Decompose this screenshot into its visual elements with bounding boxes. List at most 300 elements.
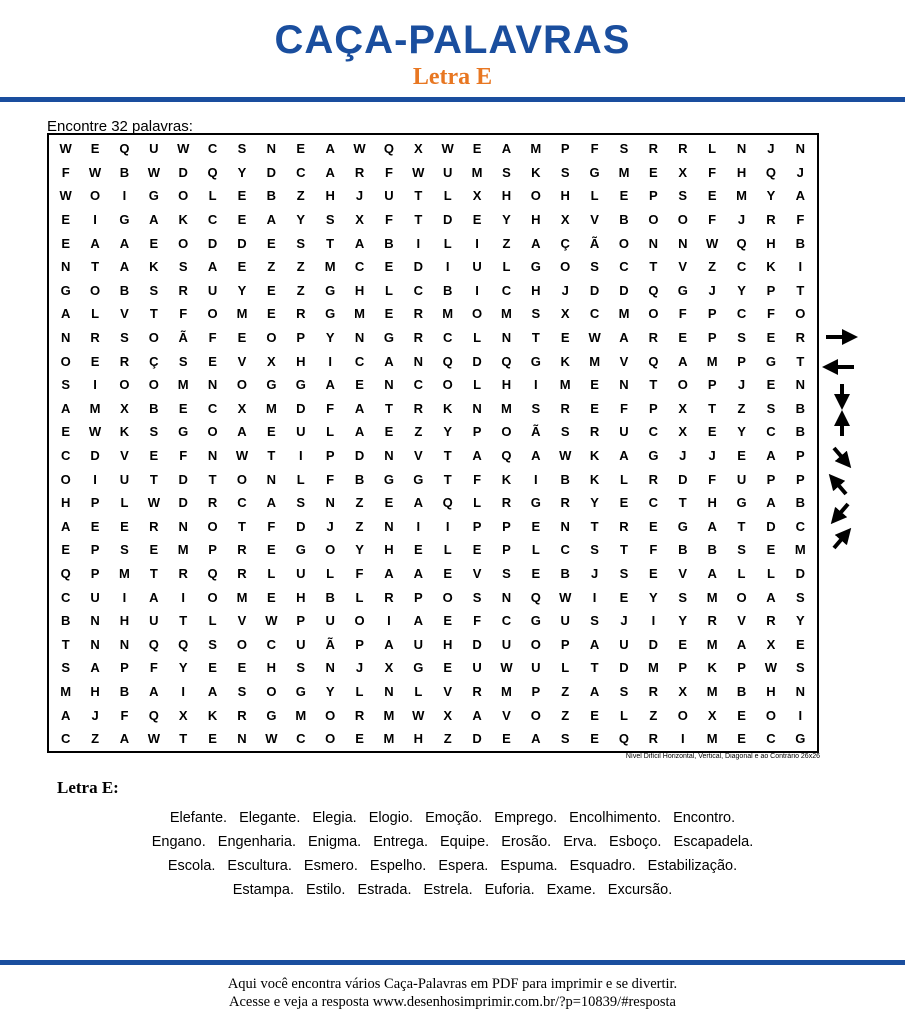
grid-cell: B [560,565,570,581]
grid-cell: I [93,377,97,393]
grid-cell: E [678,636,688,652]
grid-cell: C [354,353,365,369]
grid-cell: X [178,707,188,723]
grid-cell: X [120,400,129,416]
grid-cell: W [88,424,102,440]
grid-cell: J [561,282,569,298]
grid-cell: Z [561,707,570,723]
grid-cell: H [766,683,776,699]
grid-cell: N [560,518,570,534]
grid-cell: F [384,164,393,180]
grid-cell: J [620,613,628,629]
grid-cell: C [354,259,365,275]
grid-cell: D [296,518,306,534]
grid-cell: O [795,306,806,322]
grid-cell: M [618,164,630,180]
grid-cell: F [590,141,599,157]
grid-cell: N [795,377,805,393]
grid-cell: S [737,330,746,346]
grid-cell: O [148,377,159,393]
word-bank-item: Emoção. [425,810,483,826]
page-title: CAÇA-PALAVRAS [274,18,631,62]
grid-cell: N [619,377,629,393]
word-bank-item: Espelho. [369,858,427,874]
grid-cell: A [736,636,747,652]
grid-cell: X [267,353,276,369]
grid-cell: O [60,353,71,369]
grid-cell: G [413,660,424,676]
grid-cell: W [59,188,72,204]
grid-cell: O [90,188,101,204]
grid-cell: W [353,141,366,157]
grid-cell: X [678,164,688,180]
grid-cell: C [736,306,747,322]
grid-cell: V [443,683,453,699]
grid-cell: F [708,164,717,180]
grid-cell: O [442,377,453,393]
grid-cell: E [149,235,159,251]
grid-cell: A [766,448,776,464]
word-bank-item: Enigma. [307,834,362,850]
grid-cell: M [265,400,277,416]
grid-cell: T [531,330,540,346]
grid-cell: L [267,565,276,581]
grid-cell: E [355,731,364,747]
grid-cell: E [237,660,247,676]
grid-cell: E [384,306,394,322]
grid-cell: S [178,353,188,369]
grid-cell: P [707,377,717,393]
grid-cell: F [766,306,775,322]
grid-cell: P [502,542,511,558]
grid-cell: P [413,589,423,605]
grid-cell: X [707,707,717,723]
grid-cell: G [648,448,659,464]
grid-cell: U [296,636,306,652]
grid-cell: S [531,400,541,416]
grid-cell: K [119,424,130,440]
word-search-grid [47,133,819,753]
grid-cell: Q [60,565,71,581]
grid-cell: L [443,542,452,558]
grid-cell: N [207,377,218,393]
grid-cell: C [266,636,277,652]
grid-cell: U [90,589,100,605]
grid-cell: I [328,353,332,369]
grid-cell: Y [178,660,188,676]
grid-cell: D [619,660,629,676]
grid-cell: E [384,495,394,511]
grid-cell: Ã [178,330,188,346]
word-bank-item: Equipe. [440,834,490,850]
grid-cell: M [706,731,718,747]
grid-cell: Ç [149,353,159,369]
grid-cell: Q [618,731,630,747]
grid-cell: R [648,683,659,699]
grid-cell: Z [649,707,658,723]
grid-cell: F [326,400,335,416]
grid-cell: F [620,400,628,416]
grid-cell: W [559,589,572,605]
grid-cell: E [443,660,453,676]
word-bank-item: Engano. [151,834,206,850]
grid-cell: A [795,188,805,204]
grid-cell: T [267,448,276,464]
grid-cell: U [560,613,570,629]
grid-cell: H [266,660,277,676]
grid-cell: A [707,518,717,534]
grid-cell: E [237,259,247,275]
grid-cell: S [149,424,159,440]
grid-cell: B [619,212,629,228]
grid-cell: H [90,683,100,699]
grid-cell: M [177,377,189,393]
grid-cell: I [122,589,127,605]
grid-cell: M [736,188,747,204]
grid-cell: T [179,613,188,629]
grid-cell: S [678,589,688,605]
grid-cell: G [295,377,306,393]
grid-cell: S [472,589,482,605]
word-bank [50,806,855,902]
grid-cell: P [707,306,717,322]
grid-cell: A [119,235,130,251]
grid-cell: W [588,330,601,346]
grid-cell: M [794,542,806,558]
grid-cell: F [355,565,364,581]
grid-cell: F [179,448,188,464]
word-bank-item: Erva. [563,834,598,850]
grid-cell: O [178,235,189,251]
grid-cell: S [678,188,688,204]
difficulty-label: Nível Difícil Horizontal, Vertical, Diagonal e ao Contrário 26x26 [625,753,820,760]
grid-cell: K [589,471,600,487]
grid-cell: I [181,683,186,699]
grid-cell: E [237,212,247,228]
grid-cell: R [413,400,423,416]
arrow-down-right-icon [834,448,846,462]
grid-cell: R [501,495,512,511]
grid-cell: Z [267,259,276,275]
grid-cell: E [590,400,599,416]
grid-cell: S [120,330,129,346]
grid-cell: R [472,683,482,699]
grid-cell: M [501,306,512,322]
grid-cell: S [795,660,805,676]
grid-cell: K [560,353,570,369]
grid-cell: E [149,542,159,558]
grid-cell: R [354,707,365,723]
grid-cell: U [325,613,335,629]
grid-cell: S [61,377,71,393]
grid-cell: O [266,330,277,346]
word-bank-item: Espera. [438,858,489,874]
grid-cell: A [119,731,130,747]
grid-cell: L [590,188,599,204]
grid-cell: Z [296,259,305,275]
grid-cell: N [90,636,100,652]
grid-cell: R [795,330,805,346]
grid-cell: C [648,495,659,511]
grid-cell: C [413,377,423,393]
grid-cell: A [413,495,423,511]
grid-cell: E [649,164,658,180]
grid-cell: D [90,448,100,464]
grid-cell: C [795,518,805,534]
grid-cell: O [266,683,277,699]
grid-cell: F [384,212,393,228]
grid-cell: E [61,235,71,251]
grid-cell: R [648,731,659,747]
grid-cell: I [416,518,421,534]
grid-cell: D [678,471,688,487]
grid-cell: A [766,495,776,511]
grid-cell: V [413,448,423,464]
grid-cell: Z [708,259,717,275]
grid-cell: T [326,235,335,251]
grid-cell: F [326,471,335,487]
grid-cell: Z [737,400,746,416]
word-bank-item: Elegia. [312,810,357,826]
grid-cell: B [119,164,130,180]
grid-cell: M [177,542,189,558]
grid-cell: U [531,660,541,676]
grid-cell: M [706,353,718,369]
grid-cell: Q [383,141,394,157]
grid-cell: L [384,282,393,298]
grid-cell: M [559,377,571,393]
grid-cell: N [354,330,365,346]
grid-cell: W [265,731,278,747]
grid-cell: W [500,660,513,676]
grid-cell: D [619,282,629,298]
grid-cell: A [384,636,394,652]
grid-cell: F [120,707,129,723]
grid-cell: M [442,306,454,322]
grid-cell: N [325,495,335,511]
grid-cell: S [149,282,159,298]
grid-cell: P [325,448,335,464]
grid-cell: W [764,660,778,676]
word-bank-item: Elefante. [169,810,228,826]
word-bank-item: Excursão. [607,882,673,898]
grid-cell: Z [414,424,423,440]
word-bank-item: Escapadela. [673,834,754,850]
grid-cell: E [267,235,276,251]
grid-cell: Y [737,282,746,298]
grid-cell: P [795,471,805,487]
grid-cell: X [443,707,453,723]
grid-cell: A [354,424,365,440]
grid-cell: E [208,731,217,747]
grid-cell: T [443,471,452,487]
grid-cell: S [590,259,599,275]
grid-cell: T [149,471,158,487]
grid-cell: O [236,636,248,652]
grid-cell: O [236,377,248,393]
grid-cell: G [325,306,336,322]
grid-cell: P [90,495,100,511]
grid-cell: Y [237,282,247,298]
grid-cell: J [796,164,804,180]
grid-cell: J [679,448,687,464]
grid-cell: V [619,353,629,369]
grid-cell: M [706,589,718,605]
grid-cell: M [530,141,542,157]
word-bank-item: Encolhimento. [569,810,662,826]
grid-cell: H [325,188,335,204]
grid-cell: I [651,613,656,629]
grid-cell: I [416,235,421,251]
grid-cell: U [413,636,423,652]
grid-cell: M [647,660,659,676]
grid-cell: S [531,306,541,322]
grid-cell: T [91,259,100,275]
word-bank-item: Escultura. [227,858,292,874]
grid-cell: O [530,188,541,204]
grid-cell: B [325,589,335,605]
grid-cell: L [620,707,628,723]
grid-cell: J [708,448,716,464]
grid-cell: O [60,471,71,487]
grid-cell: O [618,235,630,251]
grid-cell: P [120,660,129,676]
grid-cell: W [147,731,160,747]
grid-cell: G [677,282,688,298]
grid-cell: A [354,235,365,251]
grid-cell: W [235,448,249,464]
grid-cell: Z [296,188,305,204]
grid-cell: E [766,330,776,346]
grid-cell: W [412,164,425,180]
grid-cell: G [677,518,688,534]
grid-cell: X [472,188,482,204]
grid-cell: U [736,471,747,487]
grid-cell: A [90,660,100,676]
grid-cell: I [445,259,450,275]
grid-cell: E [472,141,482,157]
grid-cell: Y [795,613,805,629]
grid-cell: O [325,542,336,558]
grid-cell: L [561,660,570,676]
grid-cell: Ã [531,424,541,440]
grid-cell: L [443,188,452,204]
grid-cell: E [472,542,482,558]
word-bank-item: Encontro. [673,810,736,826]
grid-cell: U [442,164,453,180]
grid-cell: E [90,353,100,369]
grid-cell: S [619,565,629,581]
grid-cell: X [766,636,776,652]
word-bank-item: Erosão. [501,834,552,850]
grid-cell: G [266,377,277,393]
word-bank-item: Elogio. [368,810,414,826]
grid-cell: S [560,424,570,440]
grid-cell: C [442,330,453,346]
grid-cell: R [678,141,688,157]
grid-cell: H [707,495,717,511]
grid-cell: Y [766,188,776,204]
grid-cell: F [473,471,482,487]
grid-cell: E [149,448,159,464]
grid-cell: O [207,589,218,605]
grid-cell: L [208,613,217,629]
grid-cell: O [354,613,365,629]
grid-cell: U [149,613,159,629]
grid-cell: E [267,306,276,322]
grid-cell: A [60,707,71,723]
grid-cell: M [324,259,336,275]
grid-cell: T [238,518,246,534]
grid-cell: Y [296,212,306,228]
grid-cell: E [737,731,746,747]
grid-cell: A [501,141,512,157]
grid-cell: A [766,589,776,605]
grid-cell: M [295,707,307,723]
grid-cell: O [530,707,541,723]
grid-cell: M [119,565,130,581]
grid-cell: G [119,212,130,228]
word-bank-item: Elegante. [239,810,301,826]
grid-cell: Y [325,330,335,346]
grid-cell: W [706,235,719,251]
grid-cell: J [737,212,746,228]
grid-cell: G [148,188,159,204]
grid-cell: U [472,259,482,275]
grid-cell: B [707,542,717,558]
word-bank-line [50,854,855,878]
grid-cell: E [737,707,746,723]
grid-cell: B [384,235,394,251]
grid-cell: E [678,330,688,346]
grid-cell: P [531,683,541,699]
grid-cell: P [560,141,570,157]
grid-cell: Q [442,353,453,369]
grid-cell: V [678,565,688,581]
grid-cell: N [648,235,659,251]
grid-cell: E [590,731,599,747]
grid-cell: G [413,471,424,487]
grid-cell: N [237,731,247,747]
grid-cell: I [181,589,186,605]
grid-cell: S [296,495,306,511]
word-bank-item: Estilo. [305,882,346,898]
grid-cell: F [208,330,217,346]
grid-cell: C [736,259,747,275]
grid-cell: N [60,330,71,346]
grid-cell: C [766,731,776,747]
grid-cell: N [119,636,130,652]
grid-cell: R [707,613,717,629]
grid-cell: X [560,212,570,228]
grid-cell: C [60,731,71,747]
grid-cell: E [737,448,746,464]
word-bank-item: Exame. [546,882,596,898]
word-bank-item: Emprego. [494,810,558,826]
grid-cell: Q [501,353,512,369]
grid-cell: A [589,636,600,652]
grid-cell: R [766,212,776,228]
grid-cell: H [766,235,776,251]
word-bank-item: Euforia. [484,882,535,898]
grid-cell: O [648,306,659,322]
grid-cell: H [531,212,541,228]
grid-cell: G [530,613,541,629]
grid-cell: Z [91,731,100,747]
grid-cell: E [619,495,629,511]
grid-cell: V [678,259,688,275]
grid-cell: H [60,495,71,511]
